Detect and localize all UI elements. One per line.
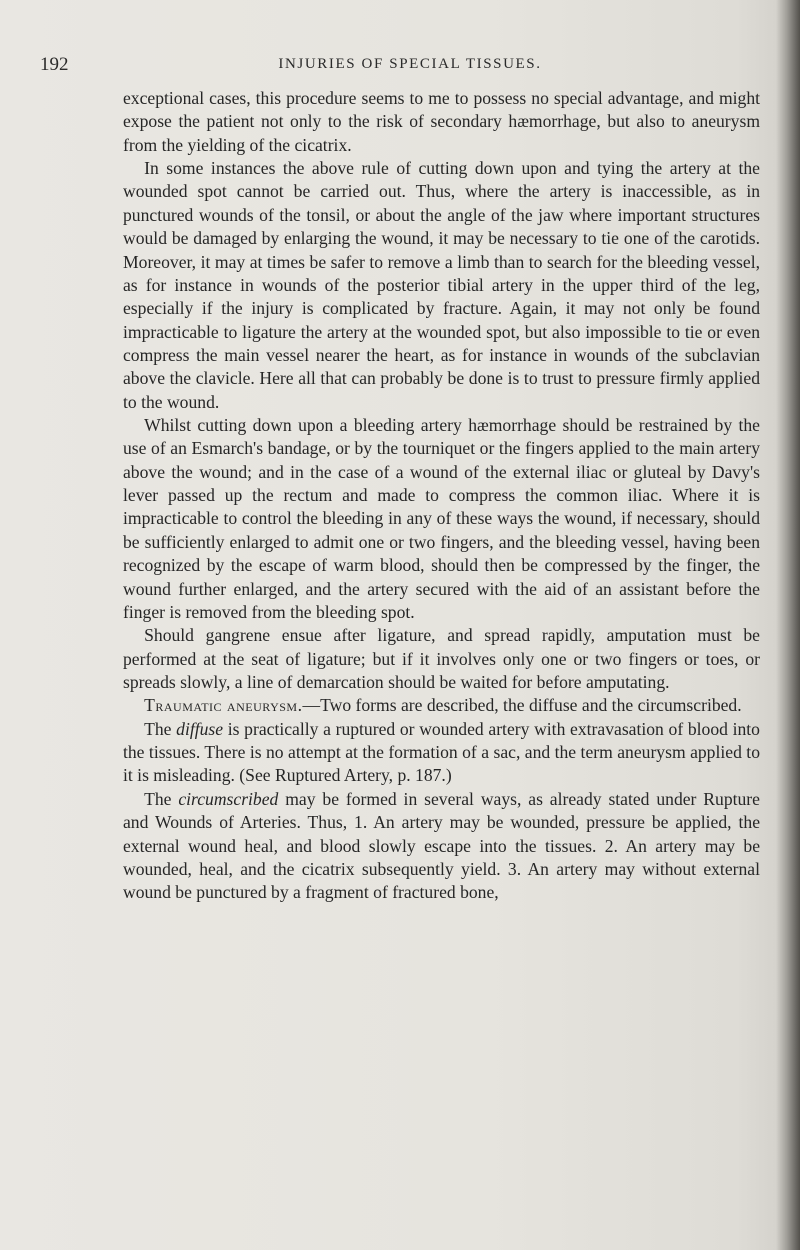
paragraph-text: In some instances the above rule of cutting down upon and tying the artery at the wounded spot cannot be carried out. Thus, where the artery is inaccessible, as in punctured wounds of the tonsil, or about the angle of the jaw where important structures would be damaged by enlarging the wound, it may be necessary to tie one of the carotids. Moreover, it may at times be safer to remove a limb than to search for the bleeding vessel, as for instance in wounds of the posterior tibial artery in the upper third of the leg, especially if the injury is complicated by fracture. Again, it may not only be found impracticable to ligature the artery at the wounded spot, but also impossible to tie or even compress the main vessel nearer the heart, as for instance in wounds of the subclavian above the clavicle. Here all that can probably be done is to trust to pressure firmly applied to the wound. [123, 158, 760, 412]
paragraph [123, 157, 760, 414]
paragraph [123, 414, 760, 624]
italic-term: circumscribed [178, 788, 279, 809]
paragraph [123, 718, 760, 788]
section-paragraph [123, 694, 760, 717]
paragraph-text: may be formed in several ways, as already stated under Rupture and Wounds of Arteries. Thus, 1. An artery may be wounded, pressure be applied, the external wound heal, and blood slowly escape into the tissues. 2. An artery may be wounded, heal, and the cicatrix subsequently yield. 3. An artery may without external wound be punctured by a fragment of fractured bone, [123, 788, 760, 903]
section-heading: Traumatic aneurysm. [144, 695, 303, 716]
paragraph-lead: The [144, 788, 179, 809]
paragraph [123, 624, 760, 694]
page-number: 192 [40, 54, 69, 75]
page-header [40, 50, 780, 80]
paragraph-text: Whilst cutting down upon a bleeding artery hæmorrhage should be restrained by the use of an Esmarch's bandage, or by the tourniquet or the fingers applied to the main artery above the wound; and in the case of a wound of the external iliac or gluteal by Davy's lever passed up the rectum and made to compress the common iliac. Where it is impracticable to control the bleeding in any of these ways the wound, if necessary, should be sufficiently enlarged to admit one or two fingers, and the bleeding vessel, having been recognized by the escape of warm blood, should then be compressed by the finger, the wound further enlarged, and the artery secured with the aid of an assistant before the finger is removed from the bleeding spot. [123, 415, 760, 622]
paragraph-lead: The [144, 718, 177, 739]
paragraph-text: Should gangrene ensue after ligature, and spread rapidly, amputation must be performed at the seat of ligature; but if it involves only one or two fingers or toes, or spreads slowly, a line of demarcation should be waited for before amputating. [123, 625, 760, 692]
page-binding-shadow [776, 0, 800, 1250]
body-text [123, 87, 760, 905]
paragraph-text: is practically a ruptured or wounded artery with extravasation of blood into the tissues. There is no attempt at the formation of a sac, and the term aneurysm applied to it is misleading. (See Ruptured Artery, p. 187.) [123, 718, 760, 786]
italic-term: diffuse [176, 718, 224, 739]
paragraph [123, 788, 760, 905]
paragraph-text: exceptional cases, this procedure seems to me to possess no special advantage, and might expose the patient not only to the risk of secondary hæmorrhage, but also to aneurysm from the yielding of the cicatrix. [123, 88, 760, 155]
paragraph [123, 87, 760, 157]
running-title: INJURIES OF SPECIAL TISSUES. [278, 56, 542, 72]
paragraph-text: —Two forms are described, the diffuse and the circumscribed. [302, 695, 742, 716]
